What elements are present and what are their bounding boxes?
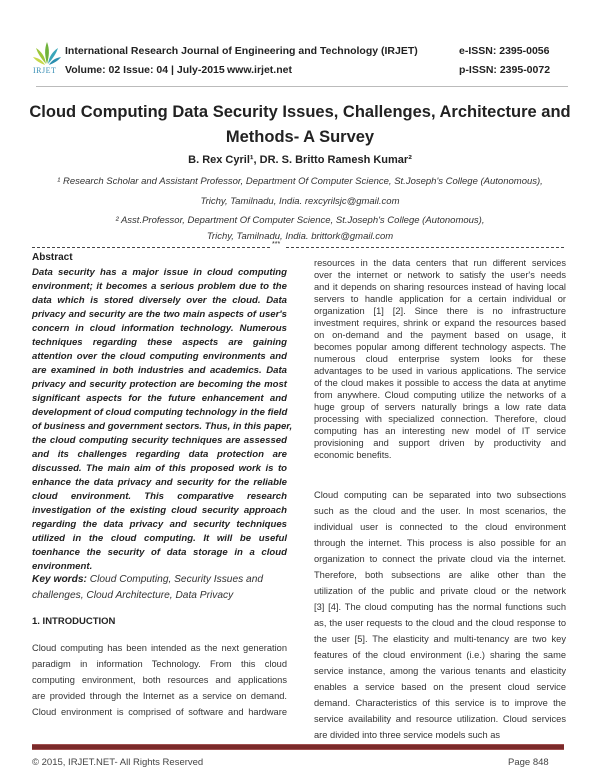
text-line: environment. <box>32 561 93 572</box>
text-line: paradigm in information Technology. From this cloud <box>32 659 287 669</box>
text-line: advantages to be used in various applications. The service <box>314 366 566 376</box>
text-line: and its challenges regarding data protection are <box>32 449 287 460</box>
journal-website[interactable]: www.irjet.net <box>227 64 292 76</box>
keywords-line1: Cloud Computing, Security Issues and <box>89 574 264 585</box>
text-line: techniques regarding these aspects are gaining <box>32 337 287 348</box>
footer-rule <box>32 744 564 750</box>
text-line: numerous cloud enterprise system looks for these <box>314 354 566 364</box>
text-line: significant aspects for the future enhancement and <box>32 393 287 404</box>
text-line: on on-demand and the payment based on usage, it <box>314 330 566 340</box>
text-line: toenhance the security of data storage in a cloud <box>32 547 287 558</box>
text-line: the user [5]. The elasticity and multi-tenancy are two key <box>314 634 566 644</box>
text-line: enhance the data privacy and security for the reliable <box>32 477 287 488</box>
introduction-heading: 1. INTRODUCTION <box>32 616 116 627</box>
separator-stars: *** <box>272 241 281 248</box>
text-line: cloud environment. This comparative research <box>32 491 287 502</box>
text-line: economic benefits. <box>314 450 392 460</box>
text-line: are divided into three service models such as <box>314 730 501 740</box>
text-line: service instance, among the various tenants and elasticity <box>314 666 566 676</box>
text-line: the cloud computing security techniques are assessed <box>32 435 287 446</box>
keywords-label: Key words: <box>32 574 87 585</box>
text-line: utilization of the public and private cloud or the network <box>314 586 566 596</box>
affiliation-2: ² Asst.Professor, Department Of Computer Science, St.Joseph's College (Autonomous), <box>115 215 485 226</box>
text-line: Data security has a major issue in cloud computing <box>32 267 287 278</box>
abstract-heading: Abstract <box>32 252 73 263</box>
text-line: utilized in the cloud computing. It will be useful <box>32 533 287 544</box>
header-rule <box>36 86 568 87</box>
journal-logo <box>32 40 62 76</box>
text-line: investigation of the existing cloud security approach <box>32 505 287 516</box>
text-line: resources in the data centers that run different services <box>314 258 566 268</box>
paper-title-line1: Cloud Computing Data Security Issues, Challenges, Architecture and <box>29 103 571 121</box>
page-number: Page 848 <box>508 757 549 768</box>
affiliation-1: ¹ Research Scholar and Assistant Professor, Department Of Computer Science, St.Joseph's College (Autonomous), <box>57 176 543 187</box>
text-line: provisioning and support driven by productivity and <box>314 438 566 448</box>
p-issn: p-ISSN: 2395-0072 <box>459 64 551 76</box>
text-line: service availability and resource utilization. Cloud services <box>314 714 566 724</box>
text-line: and it depends on sharing resources instead of having local <box>314 282 566 292</box>
keywords-line2: challenges, Cloud Architecture, Data Privacy <box>32 590 234 601</box>
paper-title-line2: Methods- A Survey <box>225 128 375 146</box>
text-line: Cloud environment is comprised of software and hardware <box>32 707 287 717</box>
text-line: privacy and security protection are becoming the most <box>32 379 287 390</box>
text-line: as, the user requests to the cloud and the cloud response to <box>314 618 566 628</box>
affiliation-2-contact: Trichy, Tamilnadu, India. brittork@gmail.com <box>206 231 394 242</box>
journal-name: International Research Journal of Engineering and Technology (IRJET) <box>65 45 418 57</box>
text-line: organization to connect the private cloud via the internet. <box>314 554 566 564</box>
text-line: over the internet or network to satisfy the user's needs <box>314 270 566 280</box>
text-line: Cloud computing can be separated into two subsections <box>314 490 566 500</box>
text-line: computing has an interesting new model of IT service <box>314 426 566 436</box>
text-line: through the internet. This process is also possible for an <box>314 538 566 548</box>
text-line: huge group of servers naturally brings a low rate data <box>314 402 566 412</box>
text-line: organization [1] [2]. Since there is no infrastructure <box>314 306 566 316</box>
text-line: investment requires, shrink or expand the resources based <box>314 318 566 328</box>
text-line: individual user is connected to the cloud environment <box>314 522 566 532</box>
text-line: discussed. The main aim of this proposed work is to <box>32 463 287 474</box>
text-line: concern in cloud information technology. Numerous <box>32 323 287 334</box>
text-line: computing environment, both resources and applications <box>32 675 287 685</box>
text-line: Therefore, both subsections are alike other than the <box>314 570 566 580</box>
text-line: demand. Characteristics of this service is to improve the <box>314 698 566 708</box>
text-line: becomes popular among different technology aspects. The <box>314 342 566 352</box>
text-line: such as the cloud and the user. In most scenarios, the <box>314 506 566 516</box>
text-line: features of the cloud environment (i.e.) sharing the same <box>314 650 566 660</box>
e-issn: e-ISSN: 2395-0056 <box>459 45 550 57</box>
affiliation-1-contact: Trichy, Tamilnadu, India. rexcyrilsjc@gmail.com <box>200 196 400 207</box>
text-line: attention over the cloud computing environments and <box>32 351 287 362</box>
issue-info: Volume: 02 Issue: 04 | July-2015 <box>65 64 225 76</box>
text-line: data which is stored diversely over the cloud. Data <box>32 295 287 306</box>
text-line: are examined in both industries and academics. Data <box>32 365 287 376</box>
keywords <box>32 574 263 585</box>
text-line: of the cloud makes it possible to access the data at anytime <box>314 378 566 388</box>
text-line: environment; it becomes a serious problem due to the <box>32 281 287 292</box>
text-line: Cloud computing has been intended as the next generation <box>32 643 287 653</box>
text-line: privacy and security are the two main aspects of user's <box>32 309 287 320</box>
authors: B. Rex Cyril¹, DR. S. Britto Ramesh Kumar² <box>188 154 412 166</box>
footer-copyright: © 2015, IRJET.NET- All Rights Reserved <box>32 757 204 768</box>
text-line: are provided through the Internet as a service on demand. <box>32 691 287 701</box>
logo-text: IRJET <box>33 66 57 75</box>
text-line: from anywhere. Cloud computing utilize the networks of a <box>314 390 566 400</box>
text-line: [3] [4]. The cloud computing has the normal functions such <box>314 602 566 612</box>
text-line: enables a service based on the present cloud service <box>314 682 566 692</box>
text-line: development of cloud computing technology in the field <box>32 407 288 418</box>
text-line: of business and government sectors. Thus, in this paper, <box>32 421 293 432</box>
text-line: processing with specialized connection. Therefore, cloud <box>314 414 566 424</box>
text-line: regarding the data privacy and security techniques <box>32 519 287 530</box>
section-separator <box>32 241 564 250</box>
text-line: servers to handle application for a certain individual or <box>314 294 566 304</box>
